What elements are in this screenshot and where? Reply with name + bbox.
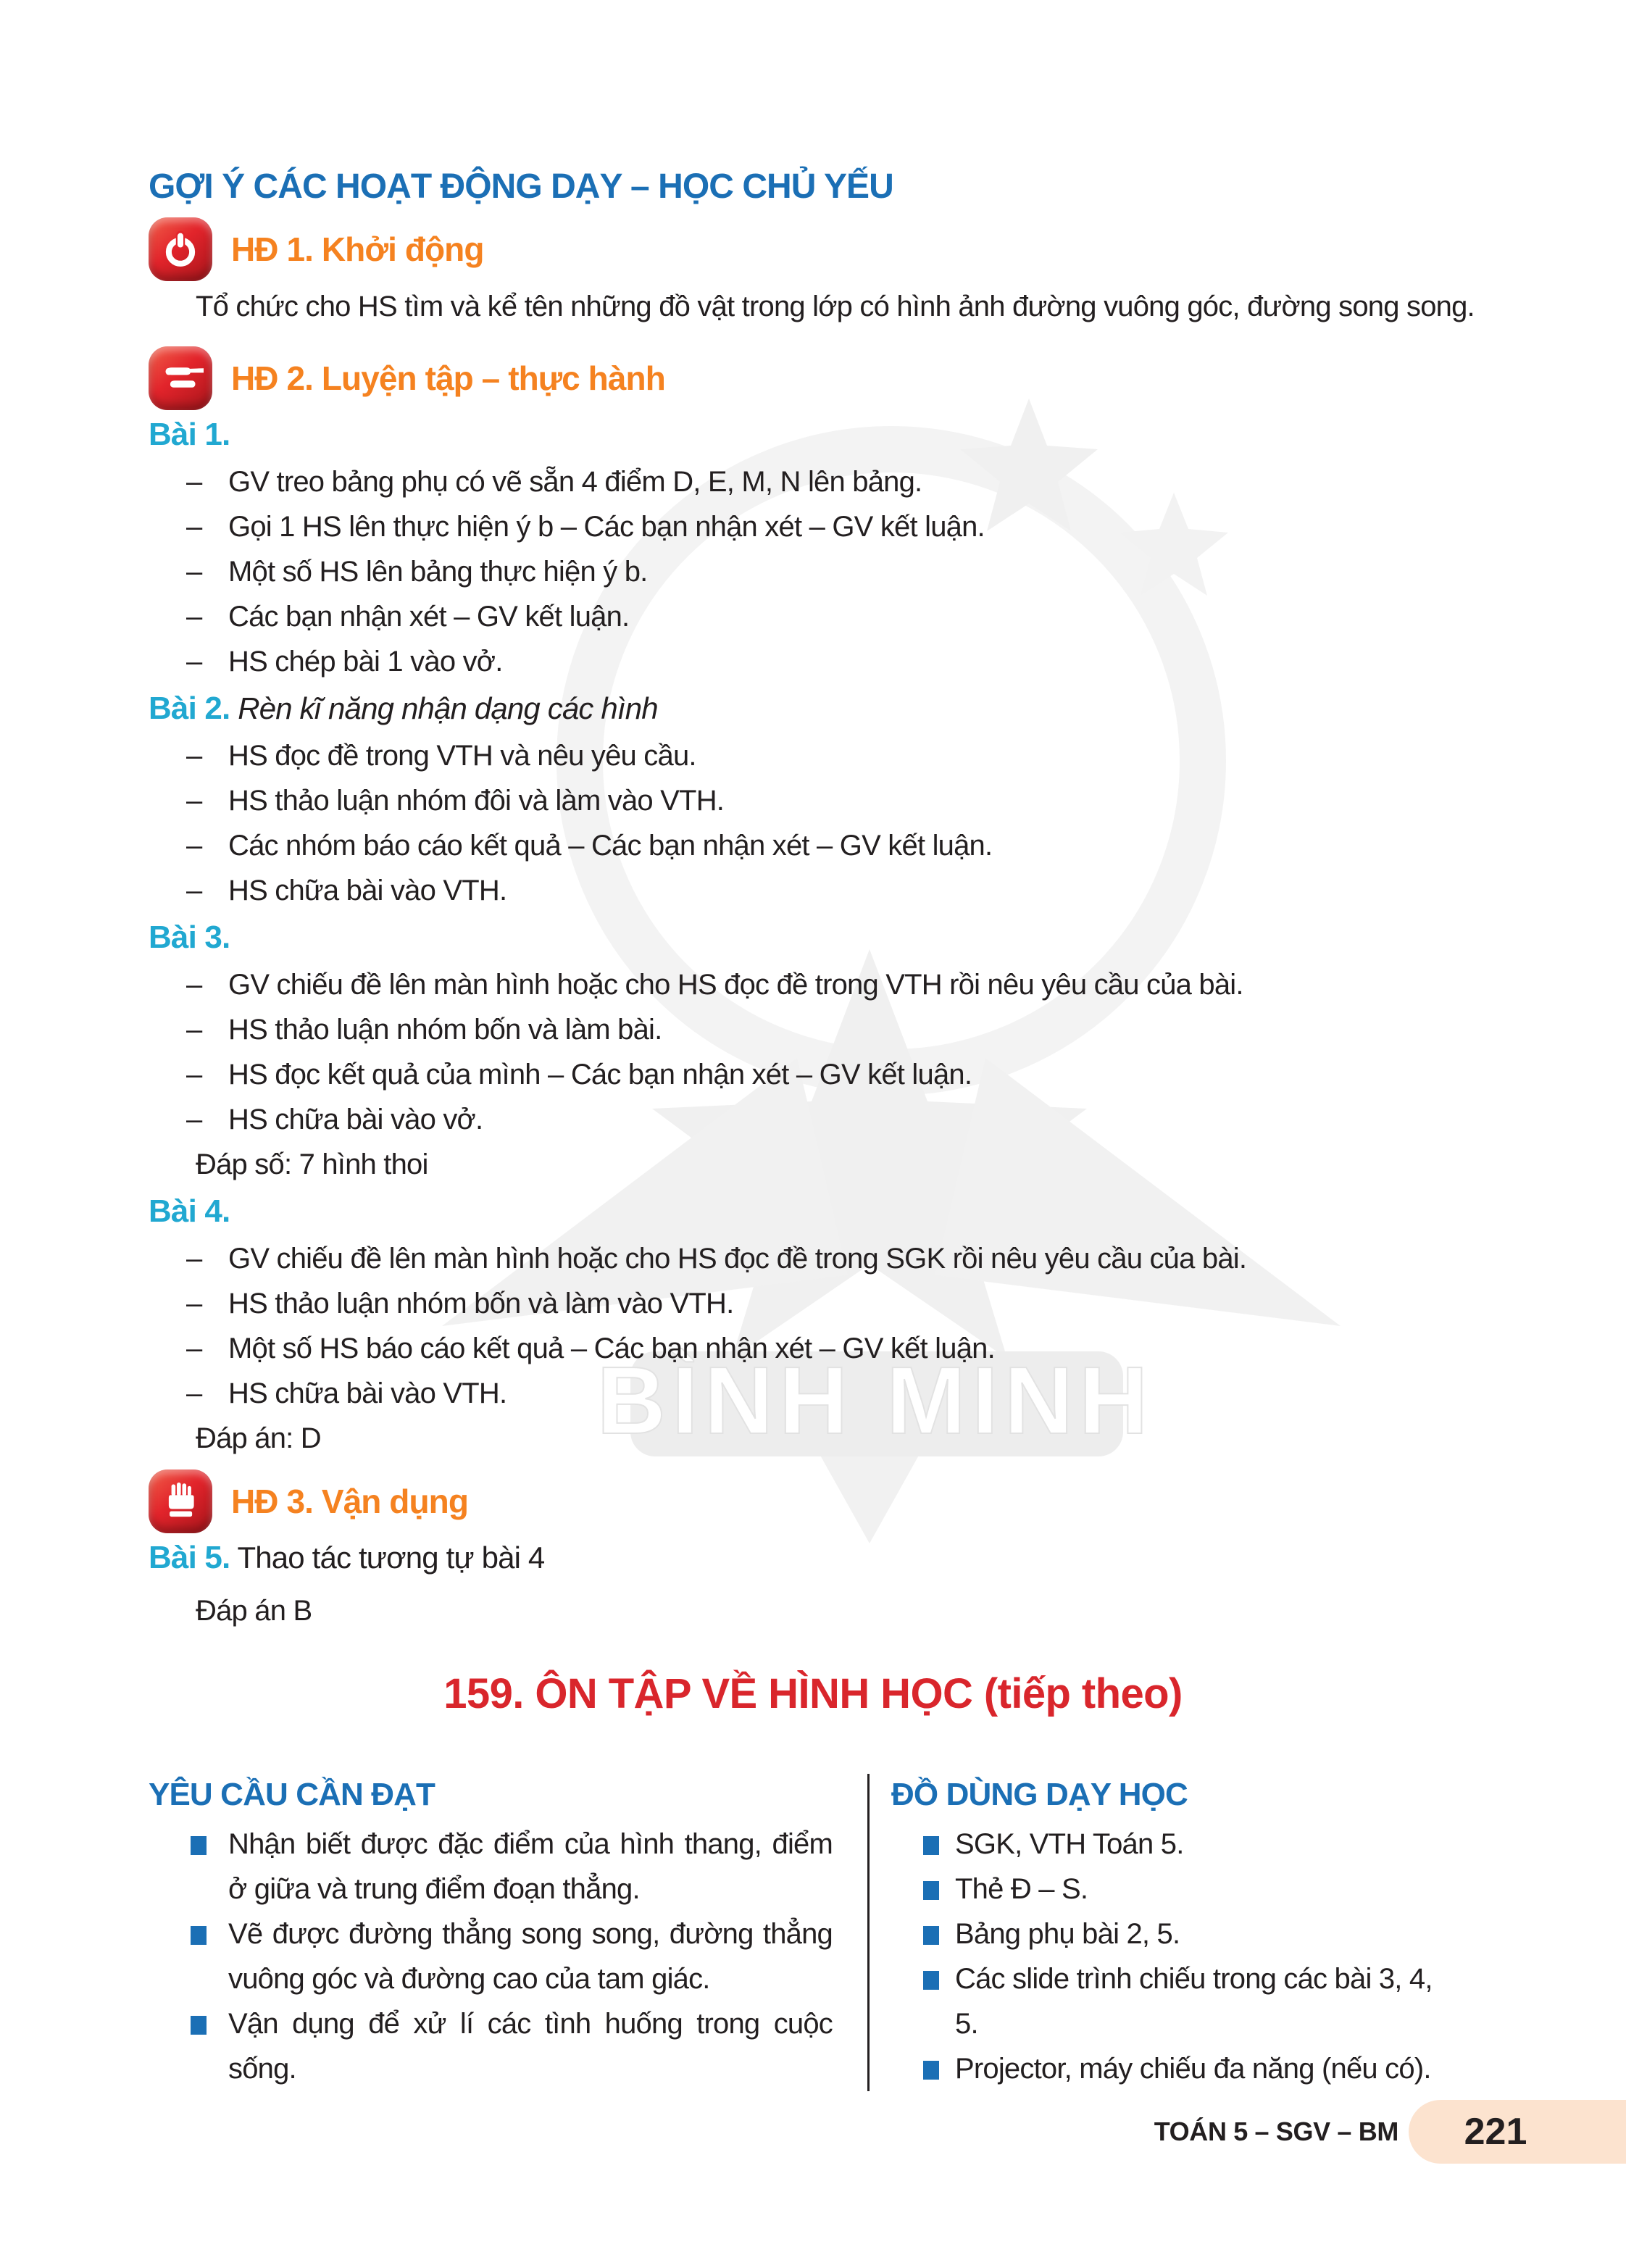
practice-hands-icon [149, 346, 212, 410]
page-footer [0, 2100, 1626, 2164]
list-item: – Các bạn nhận xét – GV kết luận. [149, 594, 1478, 639]
list-item: – HS đọc kết quả của mình – Các bạn nhận xét – GV kết luận. [149, 1052, 1478, 1097]
bai-4-answer: Đáp án: D [196, 1422, 321, 1454]
section-heading: GỢI Ý CÁC HOẠT ĐỘNG DẠY – HỌC CHỦ YẾU [149, 167, 893, 206]
list-item: – GV chiếu đề lên màn hình hoặc cho HS đọc đề trong SGK rồi nêu yêu cầu của bài. [149, 1236, 1478, 1281]
column-teaching-aids [870, 1774, 1551, 2091]
bai-5-answer: Đáp án B [196, 1595, 312, 1627]
column-requirements [149, 1774, 870, 2091]
bai-5-label: Bài 5. [149, 1540, 230, 1575]
activity-3-label: HĐ 3. Vận dụng [231, 1483, 469, 1520]
hands-icon-glyph [157, 355, 204, 401]
page-number-badge [1409, 2100, 1626, 2164]
teaching-aids-heading: ĐỒ DÙNG DẠY HỌC [891, 1777, 1188, 1812]
requirements-heading: YÊU CẦU CẦN ĐẠT [149, 1777, 435, 1812]
bai-1-list [149, 459, 1478, 684]
list-item: – HS đọc đề trong VTH và nêu yêu cầu. [149, 733, 1478, 778]
bai-5-text: Thao tác tương tự bài 4 [237, 1541, 545, 1575]
list-item: – HS thảo luận nhóm bốn và làm bài. [149, 1007, 1478, 1052]
list-item: SGK, VTH Toán 5. [891, 1822, 1551, 1867]
bai-4-list [149, 1236, 1478, 1416]
activity-1-paragraph: Tổ chức cho HS tìm và kể tên những đồ vật trong lớp có hình ảnh đường vuông góc, đường song song. [196, 291, 1475, 322]
list-item: Nhận biết được đặc điểm của hình thang, điểm ở giữa và trung điểm đoạn thẳng. [149, 1822, 833, 1911]
list-item: – Gọi 1 HS lên thực hiện ý b – Các bạn nhận xét – GV kết luận. [149, 504, 1478, 549]
lesson-title: 159. ÔN TẬP VỀ HÌNH HỌC (tiếp theo) [443, 1670, 1183, 1717]
list-item: Vận dụng để xử lí các tình huống trong cuộc sống. [149, 2001, 833, 2091]
bai-2-label: Bài 2. [149, 691, 230, 726]
list-item: Thẻ Đ – S. [891, 1867, 1551, 1911]
power-icon-glyph [158, 227, 203, 272]
list-item: – Một số HS báo cáo kết quả – Các bạn nhận xét – GV kết luận. [149, 1326, 1478, 1371]
bai-3-label: Bài 3. [149, 920, 230, 955]
bai-2-subtitle: Rèn kĩ năng nhận dạng các hình [238, 691, 658, 725]
list-item: Bảng phụ bài 2, 5. [891, 1911, 1551, 1956]
bai-3-answer: Đáp số: 7 hình thoi [196, 1148, 428, 1180]
requirements-list [149, 1822, 833, 2091]
fist-icon [149, 1469, 212, 1533]
list-item: – Các nhóm báo cáo kết quả – Các bạn nhận xét – GV kết luận. [149, 823, 1478, 868]
bai-2-heading [149, 688, 1626, 729]
list-item: – HS chữa bài vào VTH. [149, 868, 1478, 913]
activity-1-label: HĐ 1. Khởi động [231, 230, 484, 268]
list-item: Các slide trình chiếu trong các bài 3, 4, 5. [891, 1956, 1462, 2046]
list-item: – HS chữa bài vào VTH. [149, 1371, 1478, 1416]
list-item: – Một số HS lên bảng thực hiện ý b. [149, 549, 1478, 594]
list-item: Vẽ được đường thẳng song song, đường thẳng vuông góc và đường cao của tam giác. [149, 1911, 833, 2001]
power-icon [149, 217, 212, 281]
activity-2-row [149, 346, 1626, 410]
bai-3-list [149, 962, 1478, 1142]
teaching-aids-list [891, 1822, 1551, 2091]
bai-4-heading [149, 1191, 1626, 1232]
bai-5-heading [149, 1538, 1626, 1578]
book-label: TOÁN 5 – SGV – BM [1154, 2117, 1398, 2146]
list-item: – HS chép bài 1 vào vở. [149, 639, 1478, 684]
bai-1-label: Bài 1. [149, 417, 230, 452]
bai-2-list [149, 733, 1478, 913]
bai-1-heading [149, 414, 1626, 455]
list-item: – GV chiếu đề lên màn hình hoặc cho HS đọc đề trong VTH rồi nêu yêu cầu của bài. [149, 962, 1478, 1007]
bai-3-heading [149, 917, 1626, 958]
fist-icon-glyph [158, 1479, 203, 1524]
page-number: 221 [1464, 2111, 1527, 2153]
list-item: – HS thảo luận nhóm đôi và làm vào VTH. [149, 778, 1478, 823]
watermark-text: BÌNH MINH [596, 1347, 1154, 1454]
activity-1-row [149, 217, 1626, 281]
list-item: – HS thảo luận nhóm bốn và làm vào VTH. [149, 1281, 1478, 1326]
list-item: Projector, máy chiếu đa năng (nếu có). [891, 2046, 1551, 2091]
list-item: – HS chữa bài vào vở. [149, 1097, 1478, 1142]
activity-3-row [149, 1469, 1626, 1533]
activity-2-label: HĐ 2. Luyện tập – thực hành [231, 359, 665, 397]
bai-4-label: Bài 4. [149, 1193, 230, 1229]
requirements-columns [149, 1774, 1551, 2091]
list-item: – GV treo bảng phụ có vẽ sẵn 4 điểm D, E, M, N lên bảng. [149, 459, 1478, 504]
